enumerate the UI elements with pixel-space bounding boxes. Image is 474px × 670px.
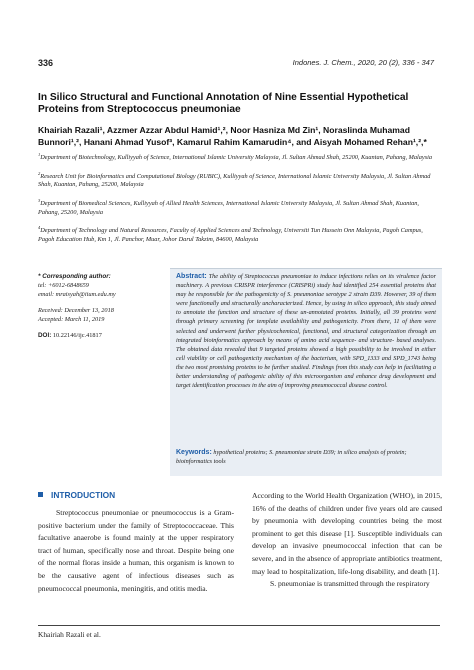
page-number: 336 [38, 58, 54, 68]
affiliations [38, 151, 438, 252]
abstract-text: The ability of Streptococcus pneumoniae to induce infections relies on its virulence factor machinery. A previous CRISPR interference (CRISPRi) study had identified 254 essential proteins that may be responsible for the pathogenicity of S. pneumoniae serotype 2 strain D39. However, 39 of them were functionally and structurally uncharacterized. Hence, by using in silico approach, this study aimed to annotate the function and structure of these un-annotated proteins. Initially, all 39 proteins went through primary screening for template availability and pathogenicity. From there, 11 of them were selected and underwent further physicochemical, functional, and structural categorization through an integrated bioinformatics approach by means of amino acid sequence- and structure- based analyses. The obtained data revealed that 9 targeted proteins showed a high possibility to be involved in either cell viability or cell pathogenicity mechanism of the bacterium, with SPD_1333 and SPD_1743 being the two most promising proteins to be further studied. Findings from this study can help in facilitating a better understanding of pathogenic ability of this microorganism and enhance drug development and target identification processes in the aim of improving pneumococcal disease control. [176, 273, 436, 390]
paragraph: S. pneumoniae is transmitted through the respiratory [270, 579, 430, 589]
body-column-right [252, 490, 442, 591]
doi: DOI: 10.22146/ijc.41817 [38, 332, 102, 339]
telephone: tel: +6012-6848659 [38, 282, 89, 289]
footer-rule [38, 625, 440, 626]
abstract-box [170, 268, 442, 476]
corresponding-author-label: * Corresponding author: [38, 273, 111, 280]
affiliation-2: $^2$Research Unit for Bioinformatics and Computational Biology (RUBIC), Kulliyyah of Science, International Islamic University Malaysia, Jl. Sultan Ahmad Shah, Kuantan, Pahang, 25200, Malaysia [38, 170, 431, 189]
body-column-left [38, 507, 234, 595]
keywords [176, 448, 436, 466]
introduction-heading: INTRODUCTION [38, 490, 115, 500]
keywords-label: Keywords: [176, 449, 212, 456]
affiliation-3: $^3$Department of Biomedical Sciences, Kulliyyah of Allied Health Sciences, International Islamic University Malaysia, Jl. Sultan Ahmad Shah, Kuantan, Pahang, 25200, Malaysia [38, 197, 419, 216]
email[interactable]: email: mraisyah@iium.edu.my [38, 291, 116, 298]
square-bullet-icon [38, 492, 43, 497]
abstract-label: Abstract: [176, 273, 207, 280]
affiliation-1: $^1$Department of Biotechnology, Kulliyyah of Science, International Islamic University Malaysia, Jl. Sultan Ahmad Shah, 25200, Kuantan, Pahang, Malaysia [38, 152, 433, 162]
abstract [176, 272, 436, 390]
accepted-date: Accepted: March 11, 2019 [38, 316, 105, 323]
journal-citation: Indones. J. Chem., 2020, 20 (2), 336 - 347 [292, 58, 434, 67]
article-title: In Silico Structural and Functional Annotation of Nine Essential Hypothetical Proteins from Streptococcus pneumoniae [38, 92, 409, 115]
doi-link[interactable]: 10.22146/ijc.41817 [52, 332, 102, 339]
correspondence-panel [38, 272, 162, 340]
paragraph: Streptococcus pneumoniae or pneumococcus is a Gram-positive bacterium under the family of Streptococcaceae. This facultative anaerobe is found mainly at the upper respiratory tract of human, specifically nose and throat. Despite being one of the normal floras inside a human, this organism is known to be the causative agent of infectious diseases such as pneumococcal pneumonia, meningitis, and otitis media. [38, 508, 234, 593]
received-date: Received: December 13, 2018 [38, 307, 114, 314]
keywords-text: hypothetical proteins; S. pneumoniae strain D39; in silico analysis of protein; bioinformatics tools [176, 449, 407, 465]
affiliation-4: $^4$Department of Technology and Natural Resources, Faculty of Applied Sciences and Technology, Universiti Tun Hussein Onn Malaysia, Pagoh Campus, Pagoh Education Hub, Km 1, Jl. Panchor, Muar, Johor Darul Takzim, 84600, Malaysia [38, 225, 423, 243]
author-list: Khairiah Razali¹, Azzmer Azzar Abdul Hamid¹,², Noor Hasniza Md Zin¹, Noraslinda Muhamad Bunnori¹,², Hanani Ahmad Yusof³, Kamarul Rahim Kamarudin⁴, and Aisyah Mohamed Rehan¹,²,* [38, 125, 427, 147]
paragraph: According to the World Health Organization (WHO), in 2015, 16% of the deaths of children under five years old are caused by pneumonia with developing countries being the most prominent to get this disease [1]. Susceptible individuals can develop an invasive pneumococcal infection that can be severe, and in the absence of appropriate antibiotics treatment, may lead to hospitalization, life-long disability, and death [1]. [252, 491, 442, 576]
footer-author: Khairiah Razali et al. [38, 630, 101, 639]
